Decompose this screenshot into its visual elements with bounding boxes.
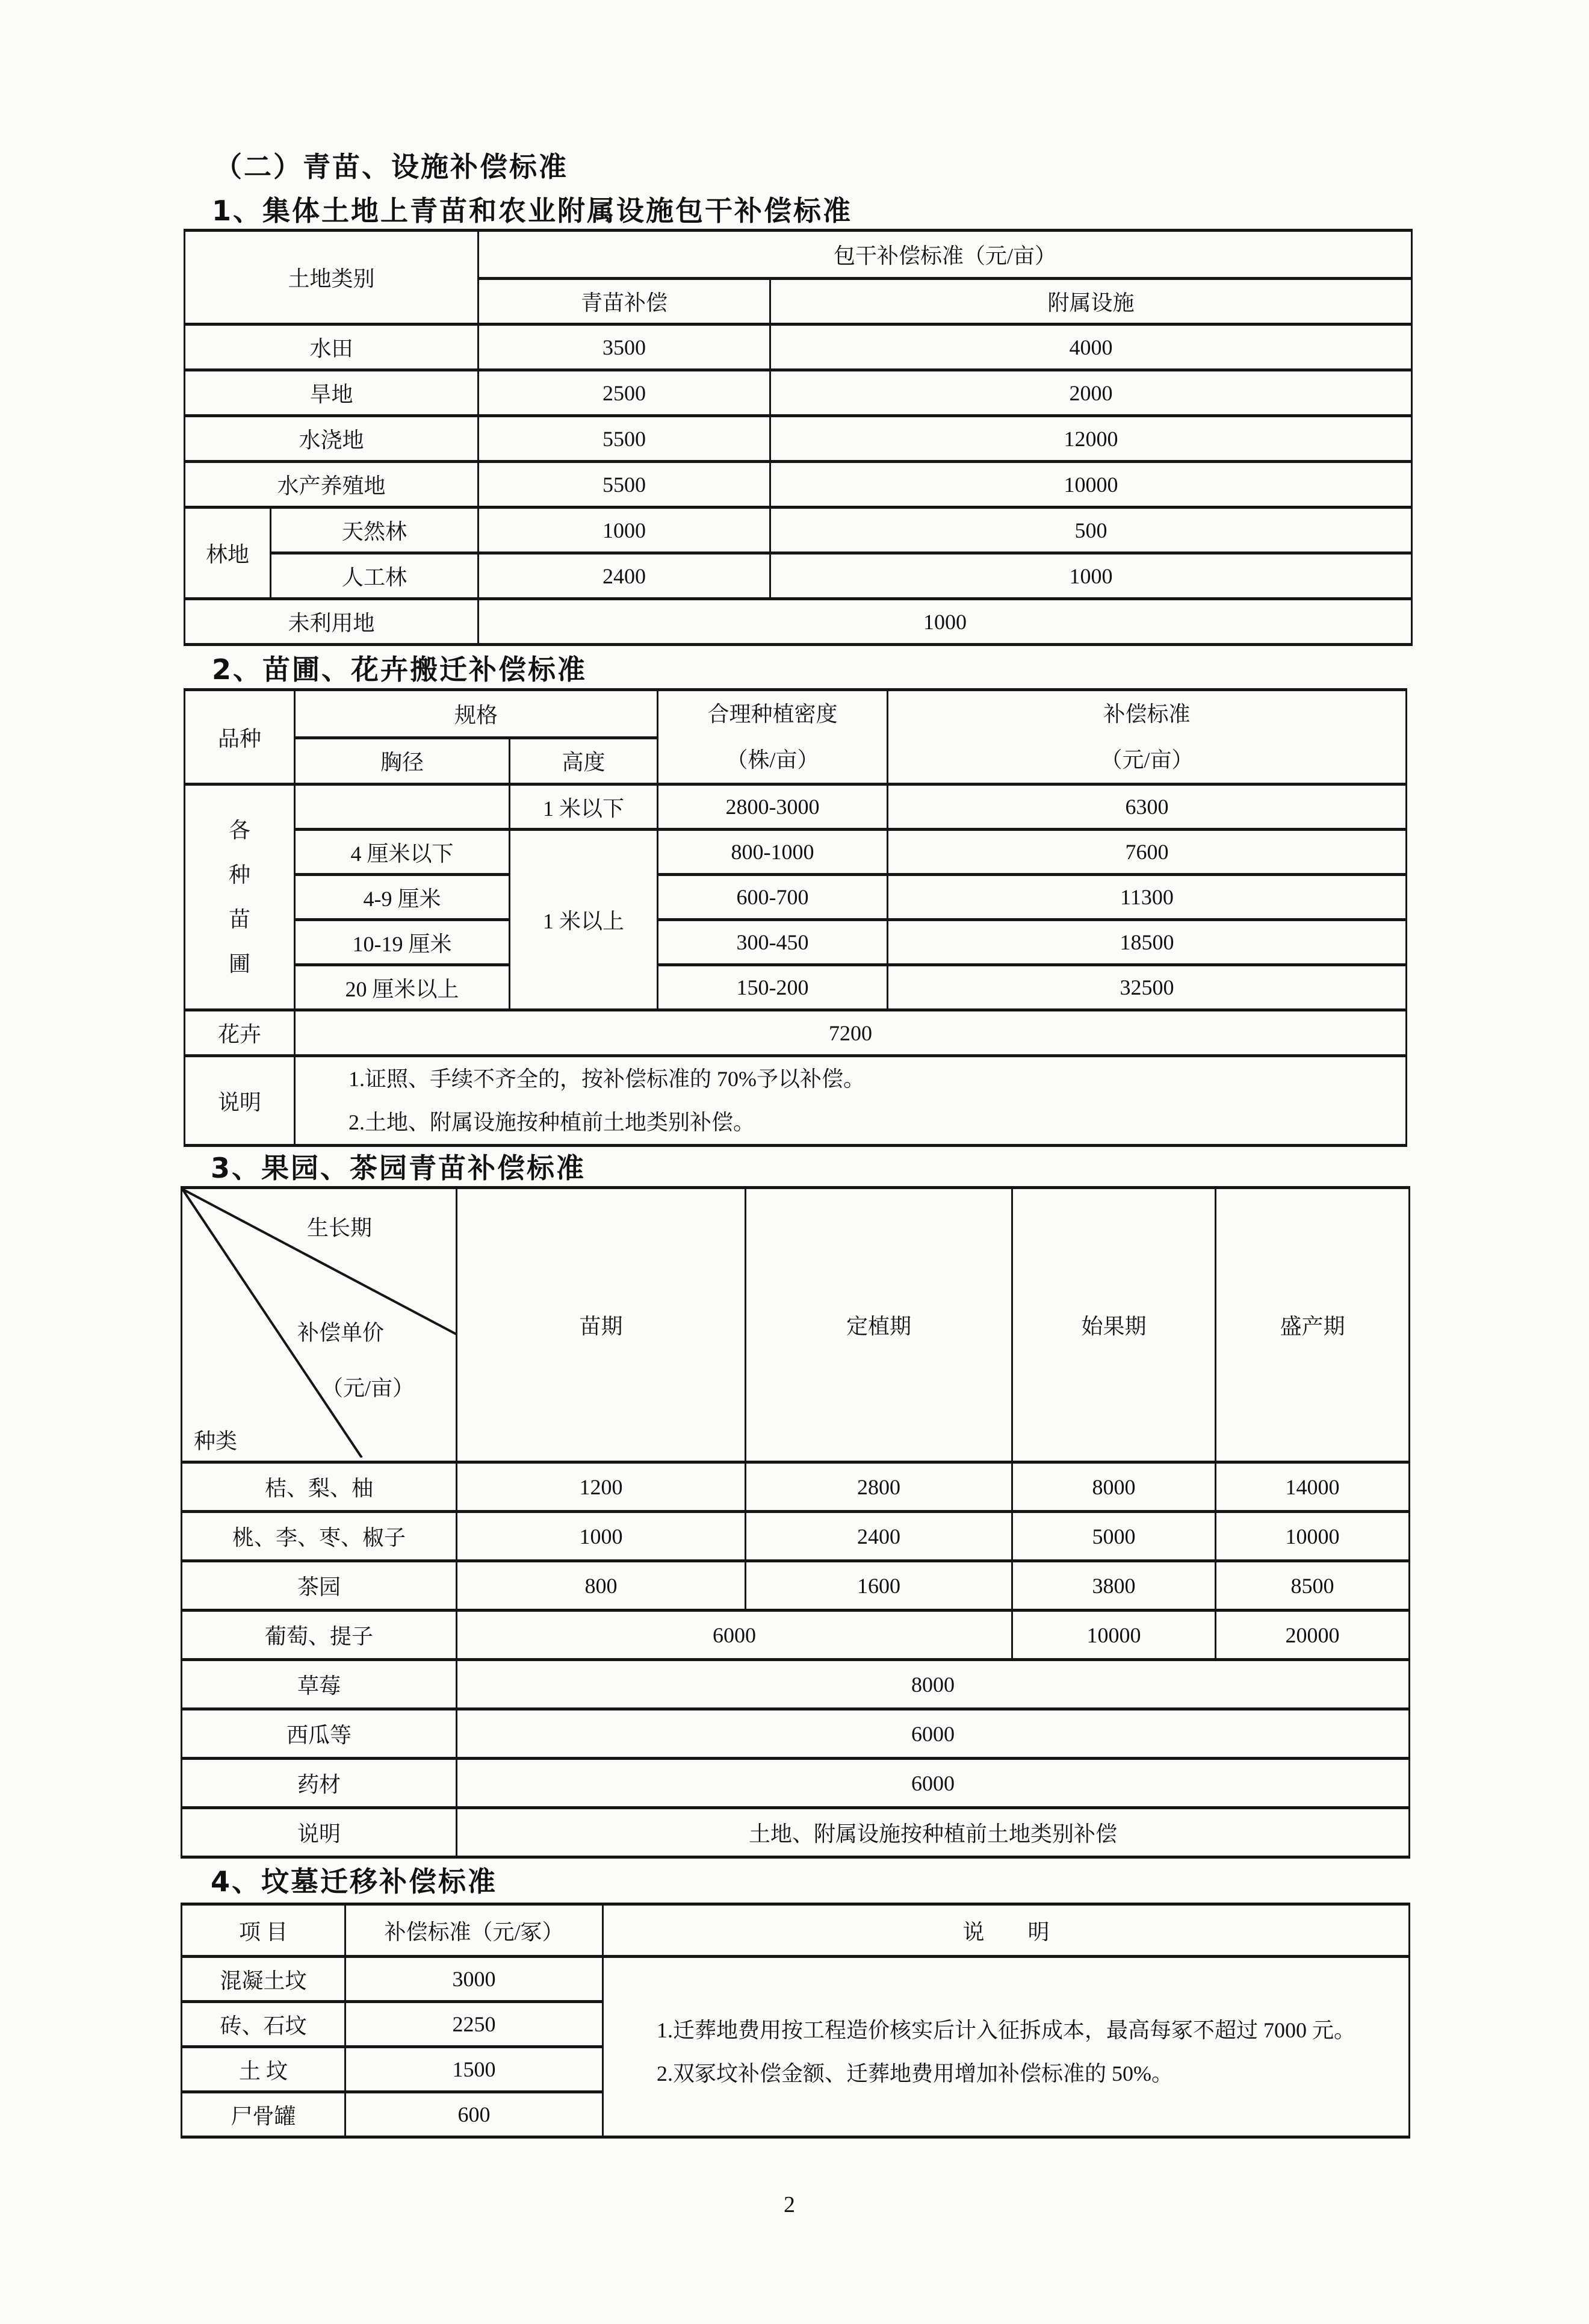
grave-value: 2250 — [345, 2002, 603, 2047]
header-spec: 规格 — [295, 690, 658, 738]
table-row — [185, 1010, 1407, 1056]
unit-label: （元/亩） — [321, 1376, 415, 1400]
nursery-label-char: 各 — [228, 818, 250, 842]
facility-value: 2000 — [770, 370, 1412, 416]
standard-cell: 11300 — [888, 875, 1407, 920]
facility-value: 12000 — [770, 416, 1412, 462]
nursery-flower-table — [184, 688, 1407, 1147]
header-height: 高度 — [510, 738, 658, 784]
seedling-value: 1000 — [479, 508, 770, 553]
diameter-cell: 10-19 厘米 — [295, 920, 510, 965]
note-item: 1.迁葬地费用按工程造价核实后计入征拆成本，最高每冢不超过 7000 元。 — [657, 2018, 1356, 2042]
header-lump-sum-standard: 包干补偿标准（元/亩） — [479, 231, 1412, 279]
table-row — [182, 1709, 1410, 1759]
density-cell: 300-450 — [658, 920, 888, 965]
header-period: 定植期 — [746, 1188, 1012, 1462]
table-row — [185, 875, 1407, 920]
crop-type: 药材 — [182, 1759, 457, 1808]
table-row — [182, 1660, 1410, 1709]
table-row — [185, 965, 1407, 1010]
value-cell: 1000 — [457, 1512, 746, 1561]
diameter-cell: 4 厘米以下 — [295, 830, 510, 875]
value-cell: 6000 — [457, 1709, 1410, 1759]
header-standard: 补偿标准（元/冢） — [345, 1904, 603, 1957]
header-notes: 说 明 — [603, 1904, 1410, 1957]
table-row — [182, 1561, 1410, 1611]
standard-cell: 18500 — [888, 920, 1407, 965]
table-row — [185, 1056, 1407, 1146]
header-standard-label: 补偿标准 — [1103, 702, 1191, 726]
value-cell: 20000 — [1216, 1611, 1410, 1660]
crop-type: 桔、梨、柚 — [182, 1462, 457, 1512]
header-density — [658, 690, 888, 785]
land-type-cell: 未利用地 — [185, 599, 479, 645]
land-compensation-table — [184, 229, 1413, 646]
diameter-cell: 4-9 厘米 — [295, 875, 510, 920]
notes-cell — [603, 1957, 1410, 2137]
value-cell: 5000 — [1012, 1512, 1216, 1561]
value-cell: 6000 — [457, 1759, 1410, 1808]
standard-cell: 32500 — [888, 965, 1407, 1010]
density-cell: 800-1000 — [658, 830, 888, 875]
crop-type: 茶园 — [182, 1561, 457, 1611]
table2-title: 2、苗圃、花卉搬迁补偿标准 — [212, 653, 587, 686]
density-cell: 2800-3000 — [658, 785, 888, 830]
value-cell: 6000 — [457, 1611, 1012, 1660]
seedling-value: 2500 — [479, 370, 770, 416]
value-cell: 14000 — [1216, 1462, 1410, 1512]
header-period: 始果期 — [1012, 1188, 1216, 1462]
density-cell: 150-200 — [658, 965, 888, 1010]
section-heading: （二）青苗、设施补偿标准 — [214, 151, 568, 183]
table-row — [185, 462, 1412, 508]
table-row — [185, 325, 1412, 370]
note-item: 1.证照、手续不齐全的，按补偿标准的 70%予以补偿。 — [348, 1067, 865, 1091]
land-type-cell: 旱地 — [185, 370, 479, 416]
header-period: 苗期 — [457, 1188, 746, 1462]
value-cell: 8500 — [1216, 1561, 1410, 1611]
seedling-value: 5500 — [479, 416, 770, 462]
facility-value: 1000 — [770, 553, 1412, 599]
forest-label: 林地 — [185, 508, 271, 599]
value-cell: 800 — [457, 1561, 746, 1611]
value-cell: 8000 — [1012, 1462, 1216, 1512]
land-type-cell: 水田 — [185, 325, 479, 370]
note-item: 2.双冢坟补偿金额、迁葬地费用增加补偿标准的 50%。 — [657, 2061, 1173, 2086]
nursery-label-char: 种 — [228, 863, 250, 887]
header-seedling-compensation: 青苗补偿 — [479, 279, 770, 325]
land-type-cell: 水产养殖地 — [185, 462, 479, 508]
header-standard-unit: （元/亩） — [1100, 748, 1194, 772]
table-row — [185, 508, 1412, 553]
density-cell: 600-700 — [658, 875, 888, 920]
grave-value: 1500 — [345, 2047, 603, 2092]
crop-type: 西瓜等 — [182, 1709, 457, 1759]
table-row — [185, 920, 1407, 965]
header-density-label: 合理种植密度 — [707, 702, 838, 726]
height-cell: 1 米以下 — [510, 785, 658, 830]
crop-type: 葡萄、提子 — [182, 1611, 457, 1660]
table1-title: 1、集体土地上青苗和农业附属设施包干补偿标准 — [212, 194, 853, 227]
height-cell: 1 米以上 — [510, 830, 658, 1010]
header-diameter: 胸径 — [295, 738, 510, 784]
header-facility: 附属设施 — [770, 279, 1412, 325]
table-row — [185, 599, 1412, 645]
table-row — [182, 1808, 1410, 1857]
diameter-cell — [295, 785, 510, 830]
grave-relocation-table — [181, 1903, 1410, 2139]
notes-cell — [295, 1056, 1407, 1146]
standard-cell: 6300 — [888, 785, 1407, 830]
table-row — [182, 1611, 1410, 1660]
value-cell: 1200 — [457, 1462, 746, 1512]
table-row — [185, 370, 1412, 416]
table-row — [182, 1759, 1410, 1808]
nursery-label-char: 苗 — [228, 907, 250, 931]
header-period: 盛产期 — [1216, 1188, 1410, 1462]
grave-type: 砖、石坟 — [182, 2002, 345, 2047]
facility-value: 10000 — [770, 462, 1412, 508]
grave-type: 混凝土坟 — [182, 1957, 345, 2002]
table-row — [182, 1957, 1410, 2002]
flowers-label: 花卉 — [185, 1010, 295, 1056]
crop-type: 草莓 — [182, 1660, 457, 1709]
growth-period-label: 生长期 — [306, 1216, 373, 1240]
forest-subtype: 人工林 — [271, 553, 479, 599]
nursery-label-char: 圃 — [228, 952, 250, 976]
value-cell: 8000 — [457, 1660, 1410, 1709]
value-cell: 2400 — [746, 1512, 1012, 1561]
note-item: 2.土地、附属设施按种植前土地类别补偿。 — [348, 1110, 755, 1134]
flowers-value: 7200 — [295, 1010, 1407, 1056]
value-cell: 2800 — [746, 1462, 1012, 1512]
table4-title: 4、坟墓迁移补偿标准 — [211, 1865, 498, 1898]
grave-type: 土 坟 — [182, 2047, 345, 2092]
table3-title: 3、果园、茶园青苗补偿标准 — [211, 1152, 586, 1184]
table-row — [182, 1462, 1410, 1512]
grave-value: 3000 — [345, 1957, 603, 2002]
seedling-value: 2400 — [479, 553, 770, 599]
header-variety: 品种 — [185, 690, 295, 785]
header-density-unit: （株/亩） — [726, 748, 819, 772]
page-number: 2 — [784, 2192, 795, 2217]
value-cell: 10000 — [1216, 1512, 1410, 1561]
forest-subtype: 天然林 — [271, 508, 479, 553]
value-cell: 1600 — [746, 1561, 1012, 1611]
facility-value: 500 — [770, 508, 1412, 553]
crop-type: 桃、李、枣、椒子 — [182, 1512, 457, 1561]
grave-value: 600 — [345, 2092, 603, 2137]
header-land-type: 土地类别 — [185, 231, 479, 325]
seedling-value: 3500 — [479, 325, 770, 370]
unit-price-label: 补偿单价 — [297, 1320, 385, 1345]
diameter-cell: 20 厘米以上 — [295, 965, 510, 1010]
seedling-value: 5500 — [479, 462, 770, 508]
standard-cell: 7600 — [888, 830, 1407, 875]
diagonal-header-cell — [182, 1188, 457, 1462]
unused-land-value: 1000 — [479, 599, 1412, 645]
header-standard — [888, 690, 1407, 785]
notes-cell: 土地、附属设施按种植前土地类别补偿 — [457, 1808, 1410, 1857]
grave-type: 尸骨罐 — [182, 2092, 345, 2137]
land-type-cell: 水浇地 — [185, 416, 479, 462]
nursery-label — [185, 785, 295, 1010]
orchard-tea-table — [181, 1186, 1410, 1859]
value-cell: 10000 — [1012, 1611, 1216, 1660]
notes-label: 说明 — [182, 1808, 457, 1857]
facility-value: 4000 — [770, 325, 1412, 370]
type-label: 种类 — [193, 1429, 238, 1453]
value-cell: 3800 — [1012, 1561, 1216, 1611]
notes-label: 说明 — [185, 1056, 295, 1146]
header-item: 项 目 — [182, 1904, 345, 1957]
table-row — [185, 553, 1412, 599]
table-row — [185, 830, 1407, 875]
table-row — [185, 416, 1412, 462]
table-row — [182, 1512, 1410, 1561]
table-row — [185, 785, 1407, 830]
